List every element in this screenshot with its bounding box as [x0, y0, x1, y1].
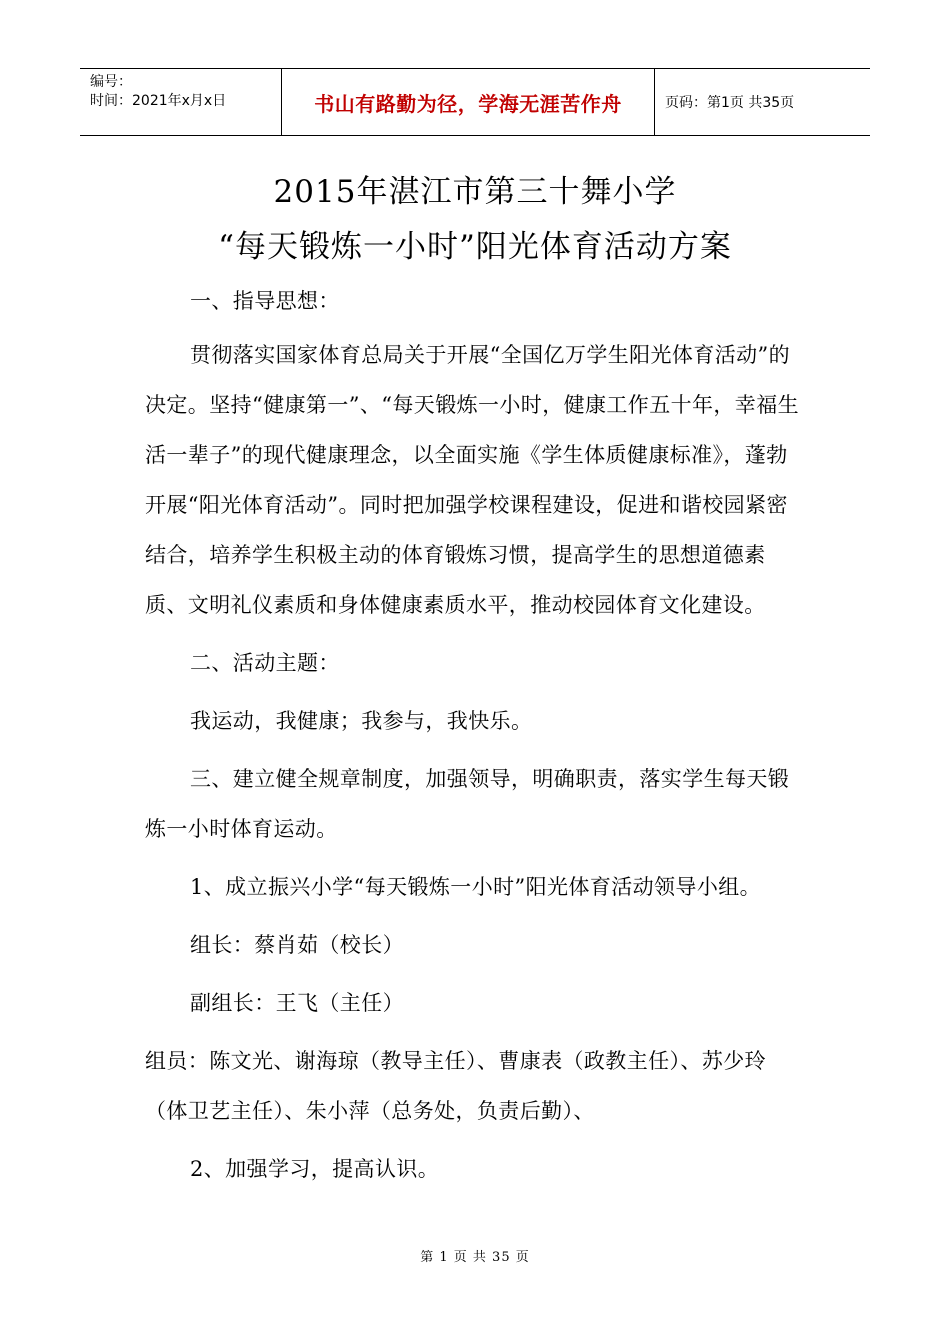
header-motto: 书山有路勤为径，学海无涯苦作舟	[282, 69, 655, 135]
section2-heading: 二、活动主题：	[190, 651, 340, 675]
header-page-info: 页码：第1页 共35页	[665, 95, 795, 111]
header-number-label: 编号：	[90, 74, 132, 90]
section1-heading: 一、指导思想：	[190, 289, 340, 313]
item2-paragraph: 2、加强学习，提高认识。	[190, 1157, 440, 1181]
page-footer: 第 1 页 共 35 页	[420, 1250, 530, 1265]
section1-paragraph: 贯彻落实国家体育总局关于开展“全国亿万学生阳光体育活动”的决定。坚持“健康第一”、“每天锻炼一小时，健康工作五十年，幸福生活一辈子”的现代健康理念，以全面实施《学生体质健康标准》，蓬勃开展“阳光体育活动”。同时把加强学校课程建设，促进和谐校园紧密结合，培养学生积极主动的体育锻炼习惯，提高学生的思想道德素质、文明礼仪素质和身体健康素质水平，推动校园体育文化建设。	[145, 343, 800, 617]
header-time-label: 时间：2021年x月x日	[90, 93, 227, 109]
document-body	[145, 276, 800, 1194]
document-header	[80, 68, 870, 136]
document-title-line2: “每天锻炼一小时”阳光体育活动方案	[218, 229, 732, 265]
document-title-line1: 2015年湛江市第三十舞小学	[273, 174, 677, 210]
section2-paragraph: 我运动，我健康；我参与，我快乐。	[190, 709, 533, 733]
leader-line: 组长：蔡肖茹（校长）	[190, 933, 404, 957]
vice-leader-line: 副组长：王飞（主任）	[190, 991, 404, 1015]
header-meta	[80, 69, 282, 135]
item1-paragraph: 1、成立振兴小学“每天锻炼一小时”阳光体育活动领导小组。	[190, 875, 762, 899]
section3-heading: 三、建立健全规章制度，加强领导，明确职责，落实学生每天锻炼一小时体育运动。	[145, 767, 790, 841]
members-paragraph: 组员：陈文光、谢海琼（教导主任）、曹康表（政教主任）、苏少玲（体卫艺主任）、朱小萍（总务处，负责后勤）、	[145, 1049, 766, 1123]
